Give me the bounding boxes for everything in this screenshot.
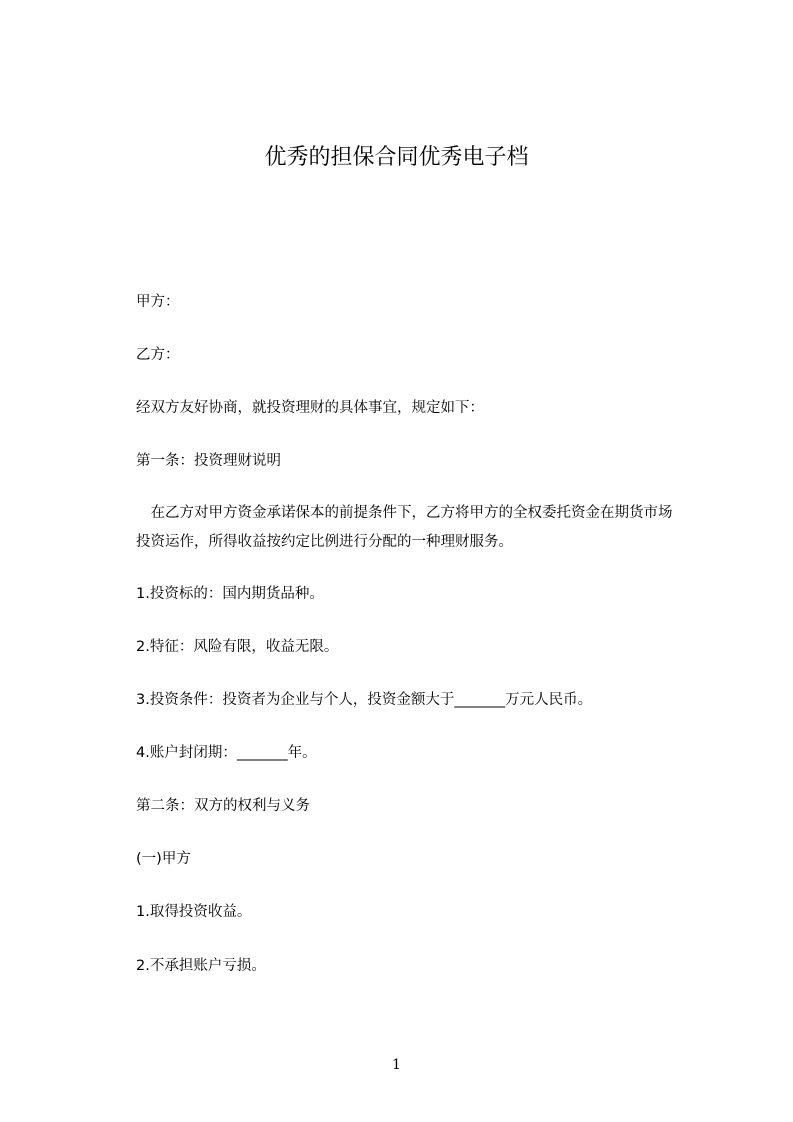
clause-1-2: 2.特征：风险有限，收益无限。 xyxy=(136,639,339,655)
party-a-right-1: 1.取得投资收益。 xyxy=(136,904,252,920)
document-title: 优秀的担保合同优秀电子档 xyxy=(264,145,529,170)
page-number: 1 xyxy=(392,1057,401,1073)
clause-1-4: 4.账户封闭期：_______年。 xyxy=(136,745,317,761)
section-party-a-heading: (一)甲方 xyxy=(136,851,191,867)
party-a-line: 甲方： xyxy=(136,294,180,310)
article-1-heading: 第一条：投资理财说明 xyxy=(136,453,281,469)
party-b-line: 乙方： xyxy=(136,347,180,363)
party-a-right-2: 2.不承担账户亏损。 xyxy=(136,958,266,974)
clause-1-1: 1.投资标的：国内期货品种。 xyxy=(136,586,324,602)
preamble-paragraph: 经双方友好协商，就投资理财的具体事宜，规定如下： xyxy=(136,400,484,416)
article-1-description: 在乙方对甲方资金承诺保本的前提条件下，乙方将甲方的全权委托资金在期货市场投资运作，所得收益按约定比例进行分配的一种理财服务。 xyxy=(136,505,673,550)
article-2-heading: 第二条：双方的权利与义务 xyxy=(136,798,310,814)
clause-1-3: 3.投资条件：投资者为企业与个人，投资金额大于_______万元人民币。 xyxy=(136,692,593,708)
